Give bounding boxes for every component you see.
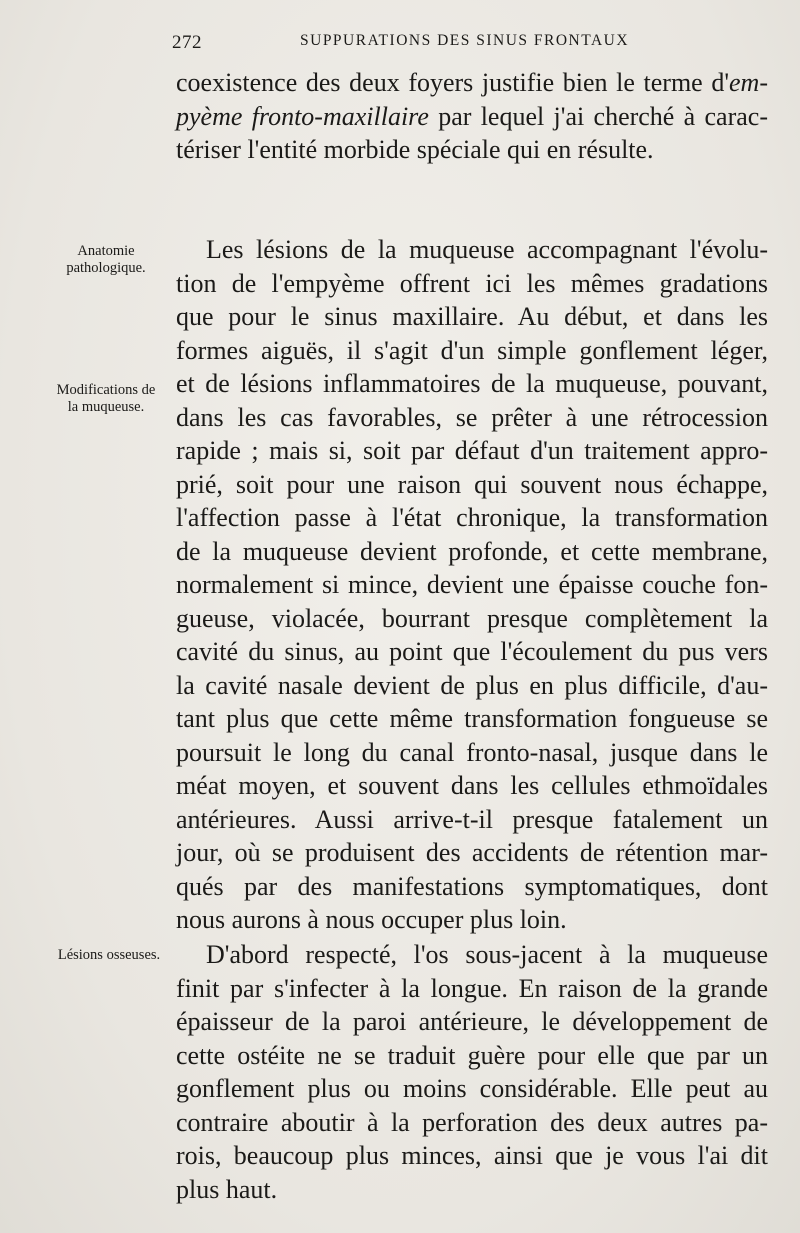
text-line: jour, où se produisent des accidents de rétention mar- <box>176 838 768 867</box>
text-line: rapide ; mais si, soit par défaut d'un traitement appro- <box>176 436 768 465</box>
text-line: normalement si mince, devient une épaisse couche fon- <box>176 570 768 599</box>
text-line: Les lésions de la muqueuse accompagnant l'évolu- <box>206 235 768 264</box>
text-line: poursuit le long du canal fronto-nasal, jusque dans le <box>176 737 768 767</box>
text-line: qués par des manifestations symptomatiques, dont <box>176 871 768 901</box>
text-line: finit par s'infecter à la longue. En raison de la grande <box>176 973 768 1003</box>
text-line: contraire aboutir à la perforation des deux autres pa- <box>176 1107 768 1137</box>
text-line: D'abord respecté, l'os sous-jacent à la muqueuse <box>206 940 768 969</box>
text-line: et de lésions inflammatoires de la muqueuse, pouvant, <box>176 369 768 398</box>
text-line: dans les cas favorables, se prêter à une rétrocession <box>176 402 768 432</box>
margin-note-lesions-osseuses: Lésions osseuses. <box>57 947 161 963</box>
text-line: la cavité nasale devient de plus en plus difficile, d'au- <box>176 670 768 700</box>
margin-note-modifications: Modifications de la muqueuse. <box>56 382 156 415</box>
text-line: coexistence des deux foyers justifie bien le terme d'em- <box>176 68 768 97</box>
text-line: plus haut. <box>176 1174 278 1204</box>
text-line: tion de l'empyème offrent ici les mêmes gradations <box>176 268 768 298</box>
running-header <box>170 22 770 52</box>
text-line: épaisseur de la paroi antérieure, le développement de <box>176 1007 768 1036</box>
text-line: tant plus que cette même transformation fongueuse se <box>176 704 768 733</box>
text-line: rois, beaucoup plus minces, ainsi que je vous l'ai dit <box>176 1141 768 1170</box>
text-line: de la muqueuse devient profonde, et cette membrane, <box>176 536 768 566</box>
text-line: formes aiguës, il s'agit d'un simple gonflement léger, <box>176 335 768 365</box>
text-line: pyème fronto-maxillaire par lequel j'ai cherché à carac- <box>176 101 768 131</box>
text-line: l'affection passe à l'état chronique, la transformation <box>176 503 768 532</box>
text-line: gonflement plus ou moins considérable. Elle peut au <box>176 1074 768 1103</box>
text-line: que pour le sinus maxillaire. Au début, et dans les <box>176 302 768 331</box>
text-line: cavité du sinus, au point que l'écoulement du pus vers <box>176 637 768 666</box>
text-line: prié, soit pour une raison qui souvent nous échappe, <box>176 469 768 499</box>
paragraph-2 <box>176 233 768 937</box>
page-number: 272 <box>172 32 202 53</box>
paragraph-3 <box>176 938 768 1206</box>
text-line: tériser l'entité morbide spéciale qui en résulte. <box>176 135 654 164</box>
running-title: SUPPURATIONS DES SINUS FRONTAUX <box>300 32 630 49</box>
paragraph-1 <box>176 66 768 167</box>
text-line: cette ostéite ne se traduit guère pour elle que par un <box>176 1040 768 1070</box>
text-line: nous aurons à nous occuper plus loin. <box>176 905 567 934</box>
text-line: gueuse, violacée, bourrant presque complètement la <box>176 603 768 633</box>
text-line: méat moyen, et souvent dans les cellules ethmoïdales <box>176 771 768 800</box>
text-line: antérieures. Aussi arrive-t-il presque fatalement un <box>176 804 768 834</box>
margin-note-anatomie: Anatomie pathologique. <box>66 243 146 276</box>
